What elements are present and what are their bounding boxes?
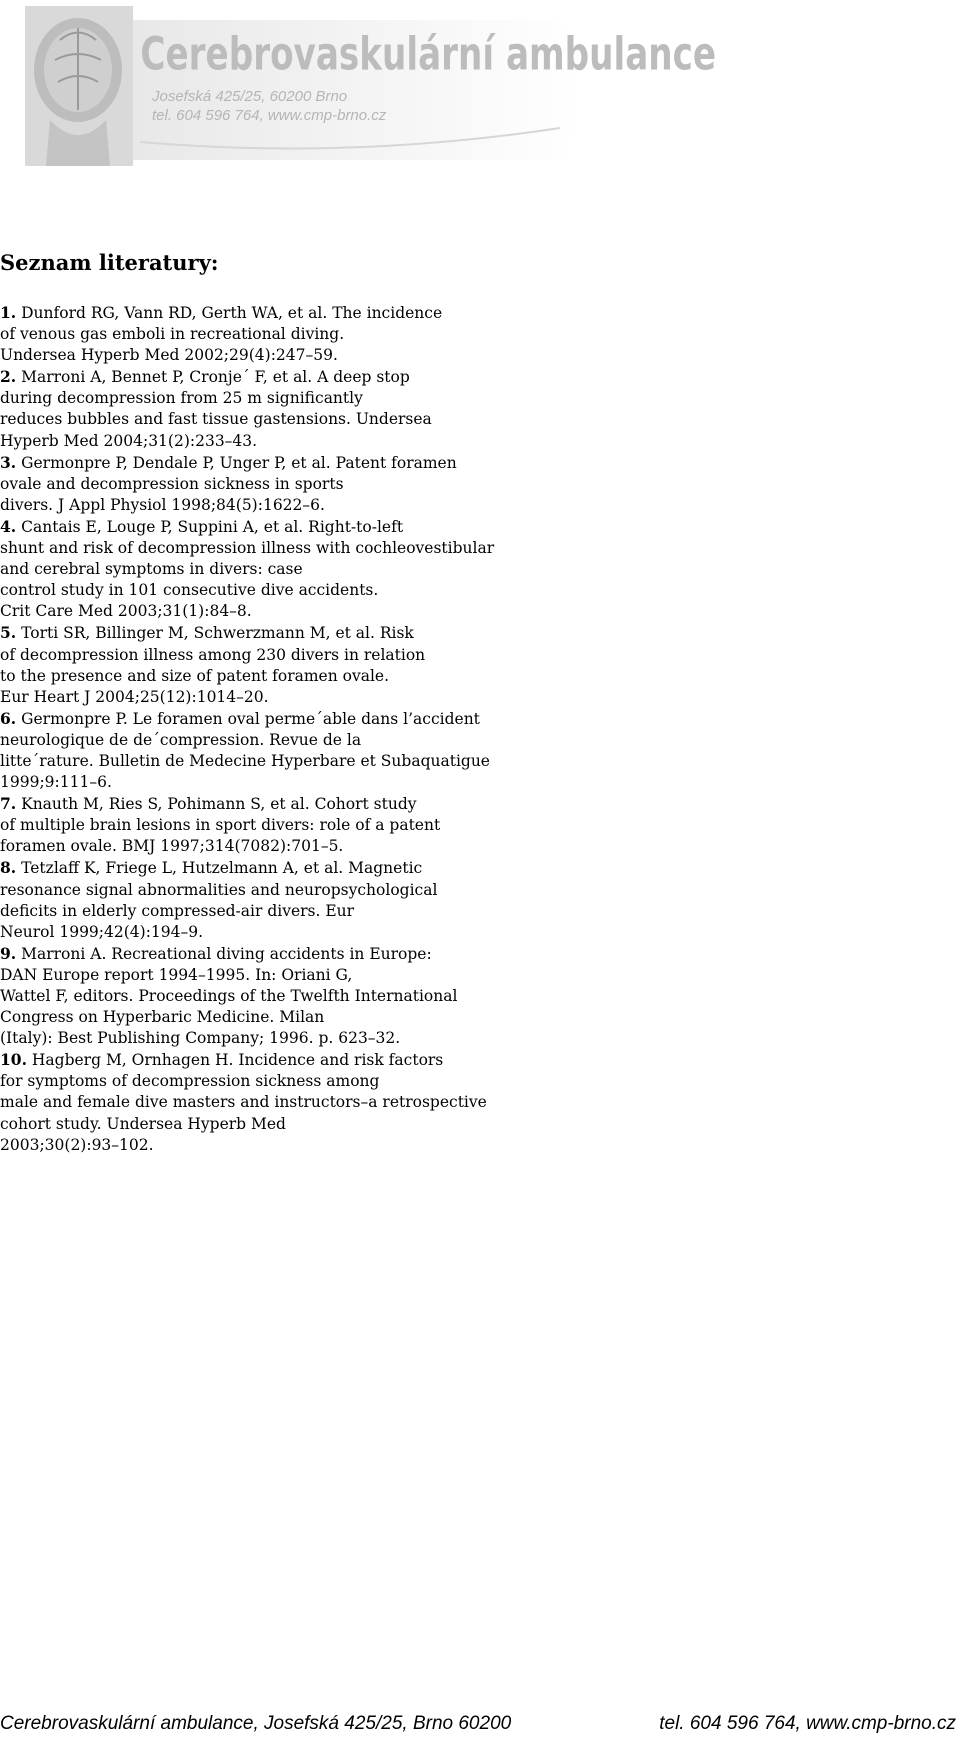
reference-line [0, 880, 494, 901]
reference-item [0, 452, 494, 474]
reference-text: Wattel F, editors. Proceedings of the Twelfth International [0, 987, 458, 1005]
reference-text: divers. J Appl Physiol 1998;84(5):1622–6. [0, 495, 325, 514]
reference-text: (Italy): Best Publishing Company; 1996. p. 623–32. [0, 1029, 401, 1048]
reference-number: 2. [0, 367, 17, 387]
reference-line [0, 666, 494, 687]
footer-clinic-address: Cerebrovaskulární ambulance, Josefská 425/25, Brno 60200 [0, 1713, 512, 1734]
reference-text: Germonpre P, Dendale P, Unger P, et al. Patent foramen [21, 453, 457, 472]
reference-line [0, 687, 494, 708]
reference-text: resonance signal abnormalities and neuropsychological [0, 880, 438, 899]
reference-text: and cerebral symptoms in divers: case [0, 560, 303, 579]
reference-line [0, 409, 494, 430]
reference-line [0, 474, 494, 495]
reference-line [0, 1028, 494, 1049]
reference-text: shunt and risk of decompression illness with cochleovestibular [0, 539, 495, 558]
reference-text: to the presence and size of patent foramen ovale. [0, 666, 390, 685]
reference-line [0, 1135, 494, 1156]
brain-logo-icon [25, 6, 133, 166]
reference-line [0, 580, 494, 601]
reference-number: 6. [0, 708, 17, 728]
reference-number: 5. [0, 623, 17, 643]
clinic-header-logo [0, 0, 717, 175]
reference-text: Knauth M, Ries S, Pohimann S, et al. Cohort study [21, 795, 417, 814]
reference-text: Neurol 1999;42(4):194–9. [0, 922, 204, 941]
reference-text: cohort study. Undersea Hyperb Med [0, 1114, 286, 1133]
logo-address: Josefská 425/25, 60200 Brno [152, 88, 348, 105]
reference-item [0, 366, 494, 388]
reference-line [0, 772, 494, 793]
reference-text: of venous gas emboli in recreational diving. [0, 325, 345, 344]
reference-line [0, 601, 494, 622]
reference-line [0, 645, 494, 666]
reference-line [0, 1092, 494, 1113]
reference-text: reduces bubbles and fast tissue gastensions. Undersea [0, 410, 432, 429]
reference-list [0, 302, 494, 1156]
reference-line [0, 751, 494, 772]
reference-number: 1. [0, 303, 17, 322]
reference-number: 8. [0, 858, 17, 878]
reference-line [0, 538, 494, 559]
reference-text: Torti SR, Billinger M, Schwerzmann M, et al. Risk [21, 624, 414, 643]
reference-text: Cantais E, Louge P, Suppini A, et al. Right-to-left [21, 517, 404, 536]
reference-text: for symptoms of decompression sickness among [0, 1072, 380, 1091]
reference-line [0, 495, 494, 516]
reference-text: during decompression from 25 m significantly [0, 389, 363, 408]
reference-line [0, 1071, 494, 1092]
reference-text: Germonpre P. Le foramen oval perme´able dans l’accident [21, 709, 480, 728]
reference-number: 4. [0, 516, 17, 536]
reference-text: foramen ovale. BMJ 1997;314(7082):701–5. [0, 837, 344, 856]
reference-line [0, 730, 494, 751]
reference-item [0, 708, 494, 730]
footer-contact: tel. 604 596 764, www.cmp-brno.cz [659, 1713, 956, 1734]
reference-text: Crit Care Med 2003;31(1):84–8. [0, 602, 252, 621]
reference-line [0, 324, 494, 345]
reference-line [0, 431, 494, 452]
reference-line [0, 1114, 494, 1135]
reference-text: Marroni A, Bennet P, Cronje´ F, et al. A deep stop [21, 368, 410, 387]
reference-line [0, 986, 494, 1007]
reference-text: 2003;30(2):93–102. [0, 1135, 154, 1154]
reference-item [0, 793, 494, 815]
reference-item [0, 857, 494, 879]
reference-text: Undersea Hyperb Med 2002;29(4):247–59. [0, 346, 338, 365]
reference-text: Tetzlaff K, Friege L, Hutzelmann A, et al. Magnetic [21, 859, 423, 878]
reference-line [0, 345, 494, 366]
reference-text: Hyperb Med 2004;31(2):233–43. [0, 431, 258, 450]
reference-text: Congress on Hyperbaric Medicine. Milan [0, 1008, 325, 1027]
reference-line [0, 388, 494, 409]
reference-text: male and female dive masters and instructors–a retrospective [0, 1093, 487, 1112]
logo-title: Cerebrovaskulární ambulance [140, 27, 717, 81]
reference-text: Dunford RG, Vann RD, Gerth WA, et al. The incidence [21, 304, 443, 322]
reference-line [0, 922, 494, 943]
reference-text: deficits in elderly compressed-air divers. Eur [0, 901, 355, 920]
reference-text: of decompression illness among 230 divers in relation [0, 645, 426, 664]
reference-item [0, 622, 494, 644]
reference-line [0, 901, 494, 922]
reference-text: 1999;9:111–6. [0, 773, 112, 792]
reference-text: control study in 101 consecutive dive accidents. [0, 581, 379, 600]
reference-item [0, 516, 494, 538]
reference-number: 9. [0, 943, 17, 963]
bibliography-heading: Seznam literatury: [0, 250, 219, 275]
reference-line [0, 965, 494, 986]
reference-text: neurologique de de´compression. Revue de la [0, 730, 362, 749]
reference-line [0, 1007, 494, 1028]
reference-number: 7. [0, 794, 17, 814]
reference-text: Marroni A. Recreational diving accidents in Europe: [21, 944, 432, 963]
reference-text: litte´rature. Bulletin de Medecine Hyperbare et Subaquatigue [0, 751, 490, 770]
reference-line [0, 815, 494, 836]
reference-number: 10. [0, 1050, 27, 1070]
reference-item [0, 1049, 494, 1071]
reference-text: of multiple brain lesions in sport divers: role of a patent [0, 816, 441, 835]
reference-line [0, 836, 494, 857]
reference-text: Hagberg M, Ornhagen H. Incidence and risk factors [31, 1051, 444, 1070]
reference-text: ovale and decompression sickness in sports [0, 474, 344, 493]
reference-text: DAN Europe report 1994–1995. In: Oriani G, [0, 965, 353, 984]
reference-item [0, 302, 494, 324]
logo-contact: tel. 604 596 764, www.cmp-brno.cz [152, 107, 387, 124]
reference-line [0, 559, 494, 580]
reference-text: Eur Heart J 2004;25(12):1014–20. [0, 687, 269, 706]
reference-item [0, 943, 494, 965]
reference-number: 3. [0, 452, 17, 472]
